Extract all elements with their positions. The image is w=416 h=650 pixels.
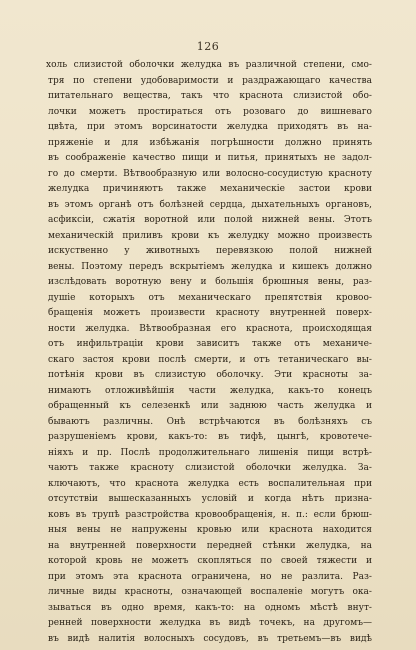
text-line: го до смерти. Вѣтвообразную или волосно-сосудистую красноту xyxy=(48,168,372,179)
text-line: чаютъ также красноту слизистой оболочки желудка. За- xyxy=(48,463,372,473)
text-line: отсутствіи вышесказанныхъ условій и когда нѣтъ призна- xyxy=(48,494,372,504)
text-line: холь слизистой оболочки желудка въ различной степени, смо- xyxy=(46,60,372,70)
text-line: ренней поверхности желудка въ видѣ точекъ, на другомъ— xyxy=(48,618,372,628)
text-line: на внутренней поверхности передней стѣнки желудка, на xyxy=(48,540,372,551)
text-line: въ видѣ налитія волосныхъ сосудовъ, въ третьемъ—въ видѣ xyxy=(48,633,372,644)
text-line: зываться въ одно время, какъ-то: на одномъ мѣстѣ внут- xyxy=(48,602,372,613)
text-line: отъ инфильтраціи крови зависитъ также отъ механиче- xyxy=(48,339,372,349)
text-line: тря по степени удобоваримости и раздражающаго качества xyxy=(48,75,372,86)
text-line: ковъ въ трупѣ разстройства кровообращенія, н. п.: если брюш- xyxy=(48,509,372,520)
text-line: ности желудка. Вѣтвообразная его краснота, происходящая xyxy=(48,323,372,334)
text-line: бываютъ различны. Онѣ встрѣчаются въ болѣзняхъ съ xyxy=(48,416,372,427)
text-line: при этомъ эта краснота ограничена, но не разлита. Раз- xyxy=(48,571,372,582)
text-line: въ этомъ органѣ отъ болѣзней сердца, дыхательныхъ органовъ, xyxy=(48,199,372,210)
text-line: ніяхъ и пр. Послѣ продолжительнаго лишенія пищи встрѣ- xyxy=(48,447,372,458)
text-line: личные виды красноты, означающей воспаленіе могутъ ока- xyxy=(48,587,372,597)
text-line: скаго застоя крови послѣ смерти, и отъ тетаническаго вы- xyxy=(48,354,372,365)
body-text xyxy=(48,58,372,647)
text-line: изслѣдовать воротную вену и большія брюшныя вены, раз- xyxy=(48,277,372,287)
text-line: бращенія можетъ произвести красноту внутренней поверх- xyxy=(48,308,372,318)
text-line: искуственно у животныхъ перевязкою полой нижней xyxy=(48,246,372,256)
text-line: нимаютъ отложивѣйшія части желудка, какъ-то конецъ xyxy=(48,385,372,396)
text-line: механическій приливъ крови къ желудку можно произвесть xyxy=(48,230,372,241)
text-line: пряженіе и для избѣжанія погрѣшности должно принять xyxy=(48,137,372,148)
page-number: 126 xyxy=(196,40,220,53)
text-line: лочки можетъ простираться отъ розоваго до вишневаго xyxy=(48,106,372,117)
text-line: цвѣта, при этомъ ворсинатости желудка приходятъ въ на- xyxy=(48,122,372,132)
text-line: потѣнія крови въ слизистую оболочку. Эти красноты за- xyxy=(48,370,372,380)
text-line: ныя вены не напружены кровью или краснота находится xyxy=(48,525,372,535)
text-line: желудка причиняютъ также механическіе застои крови xyxy=(48,184,372,194)
text-line: ключаютъ, что краснота желудка есть воспалительная при xyxy=(48,478,372,489)
text-line: обращенный къ селезенкѣ или заднюю часть желудка и xyxy=(48,401,372,411)
text-line: асфиксіи, сжатія воротной или полой нижней вены. Этотъ xyxy=(48,215,372,225)
text-line: вены. Поэтому передъ вскрытіемъ желудка и кишекъ должно xyxy=(48,261,372,272)
text-line: душіе которыхъ отъ механическаго препятствія кровоо- xyxy=(48,292,372,303)
text-line: въ соображеніе качество пищи и питья, принятыхъ не задол- xyxy=(48,153,372,163)
text-line: питательнаго вещества, такъ что краснота слизистой обо- xyxy=(48,91,372,101)
text-line: разрушеніемъ крови, какъ-то: въ тифѣ, цынгѣ, кровотече- xyxy=(48,432,372,442)
text-line: которой кровь не можетъ скопляться по своей тяжести и xyxy=(48,556,372,566)
